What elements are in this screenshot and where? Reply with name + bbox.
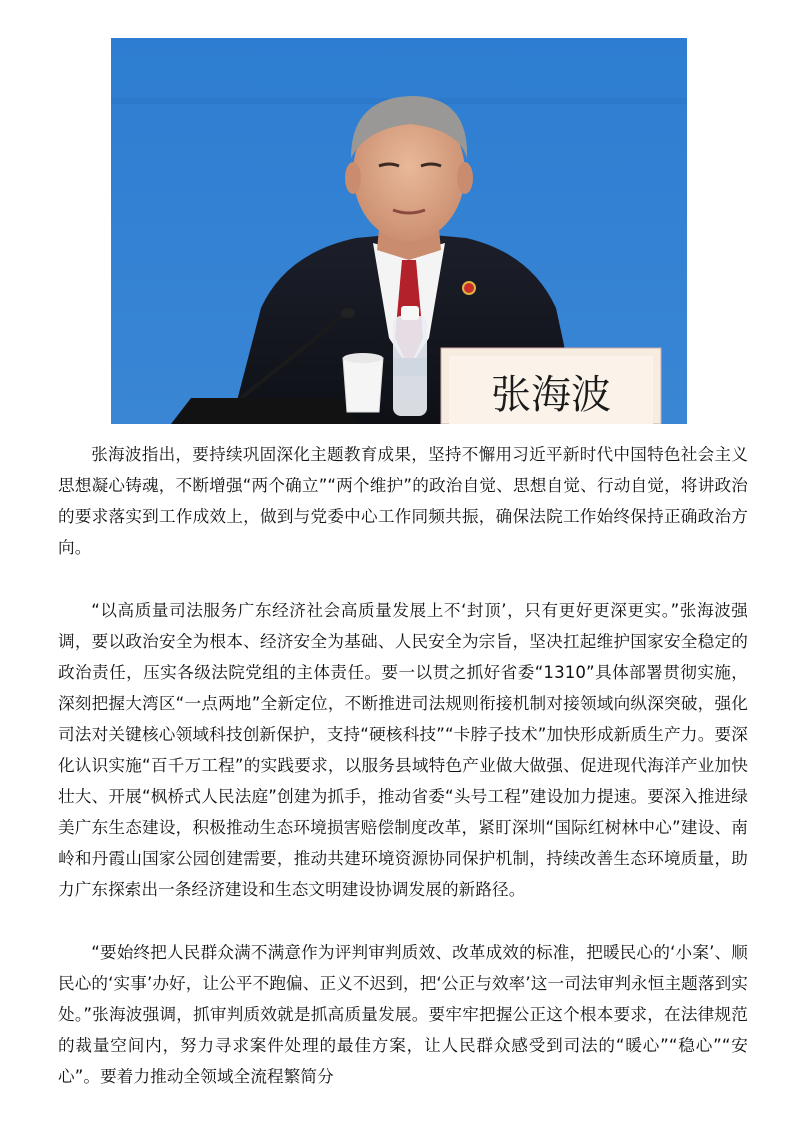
paragraph: “以高质量司法服务广东经济社会高质量发展上不‘封顶’，只有更好更深更实。”张海波强调，要以政治安全为根本、经济安全为基础、人民安全为宗旨，坚决扛起维护国家安全稳定的政治责任，压实各级法院党组的主体责任。要一以贯之抓好省委“1310”具体部署贯彻实施，深刻把握大湾区“一点两地”全新定位，不断推进司法规则衔接机制对接领域向纵深突破，强化司法对关键核心领域科技创新保护，支持“硬核科技”“卡脖子技术”加快形成新质生产力。要深化认识实施“百千万工程”的实践要求，以服务县域特色产业做大做强、促进现代海洋产业加快壮大、开展“枫桥式人民法庭”创建为抓手，推动省委“头号工程”建设加力提速。要深入推进绿美广东生态建设，积极推动生态环境损害赔偿制度改革，紧盯深圳“国际红树林中心”建设、南岭和丹霞山国家公园创建需要，推动共建环境资源协同保护机制，持续改善生态环境质量，助力广东探索出一条经济建设和生态文明建设协调发展的新路径。 — [58, 601, 748, 899]
speaker-illustration — [111, 38, 687, 424]
speaker-photo — [111, 38, 687, 424]
paragraph: 张海波指出，要持续巩固深化主题教育成果，坚持不懈用习近平新时代中国特色社会主义思想凝心铸魂，不断增强“两个确立”“两个维护”的政治自觉、思想自觉、行动自觉，将讲政治的要求落实到工作成效上，做到与党委中心工作同频共振，确保法院工作始终保持正确政治方向。 — [58, 445, 748, 557]
nameplate-text: 张海波 — [491, 372, 611, 418]
paragraph: “要始终把人民群众满不满意作为评判审判质效、改革成效的标准，把暖民心的‘小案’、顺民心的‘实事’办好，让公平不跑偏、正义不迟到，把‘公正与效率’这一司法审判永恒主题落到实处。”张海波强调，抓审判质效就是抓高质量发展。要牢牢把握公正这个根本要求，在法律规范的裁量空间内，努力寻求案件处理的最佳方案，让人民群众感受到司法的“暖心”“稳心”“安心”。要着力推动全领域全流程繁简分 — [58, 943, 748, 1086]
article-body — [58, 439, 748, 1124]
